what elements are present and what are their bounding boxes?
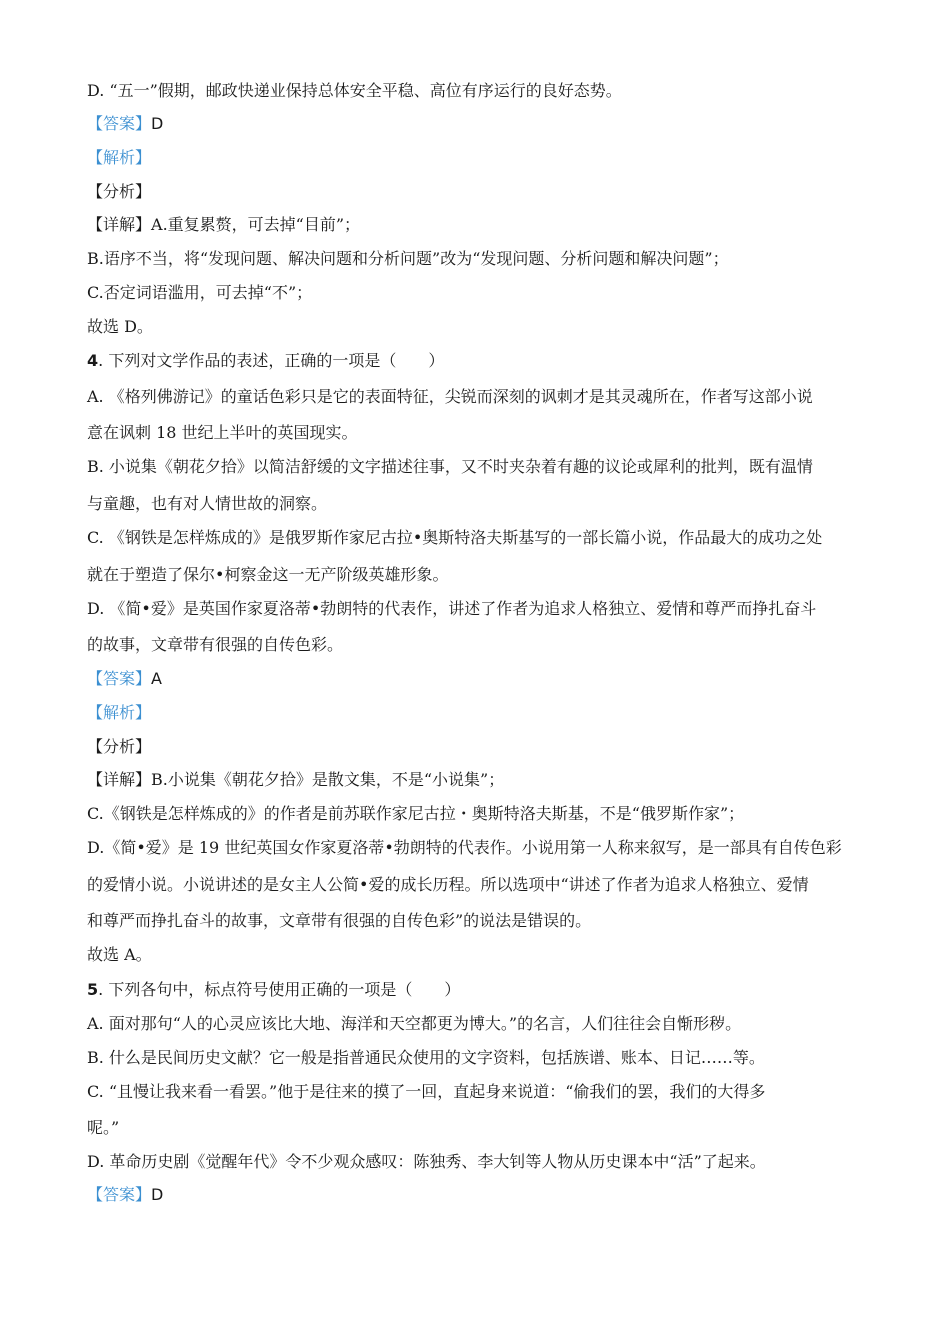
q4-option-d-line2: 的故事，文章带有很强的自传色彩。 [87,635,344,654]
q5-option-c-line2: 呢。” [87,1118,120,1137]
q3-fenxi-tag: 【分析】 [87,182,152,201]
q4-analysis-tag: 【解析】 [87,703,152,722]
q3-option-d: D. “五一”假期，邮政快递业保持总体安全平稳、高位有序运行的良好态势。 [87,81,622,100]
q4-detail-c: C.《钢铁是怎样炼成的》的作者是前苏联作家尼古拉・奥斯特洛夫斯基，不是“俄罗斯作家”； [87,804,745,823]
q4-option-b-line2: 与童趣，也有对人情世故的洞察。 [87,494,328,513]
q4-detail-b [87,769,504,791]
question-text: . 下列对文学作品的表述，正确的一项是（ ） [98,351,445,370]
q4-fenxi-tag: 【分析】 [87,737,152,756]
detail-text: B.小说集《朝花夕拾》是散文集，不是“小说集”； [151,770,505,789]
q3-analysis-tag: 【解析】 [87,148,152,167]
q5-answer [87,1184,163,1206]
q4-conclusion: 故选 A。 [87,945,152,964]
q5-option-a: A. 面对那句“人的心灵应该比大地、海洋和天空都更为博大。”的名言，人们往往会自惭形秽。 [87,1014,742,1033]
question-number: 5 [87,980,99,999]
q4-option-b-line1: B. 小说集《朝花夕拾》以简洁舒缓的文字描述往事，又不时夹杂着有趣的议论或犀利的批判，既有温情 [87,457,813,476]
q4-detail-d-line3: 和尊严而挣扎奋斗的故事，文章带有很强的自传色彩”的说法是错误的。 [87,911,592,930]
question-text: . 下列各句中，标点符号使用正确的一项是（ ） [98,980,461,999]
q4-option-a-line1: A. 《格列佛游记》的童话色彩只是它的表面特征，尖锐而深刻的讽刺才是其灵魂所在，作者写这部小说 [87,387,813,406]
q3-detail-a [87,214,360,236]
q4-option-c-line2: 就在于塑造了保尔•柯察金这一无产阶级英雄形象。 [87,565,449,584]
q4-stem [87,350,444,372]
q5-option-c-line1: C. “且慢让我来看一看罢。”他于是往来的摸了一回，直起身来说道：“偷我们的罢，我们的大得多 [87,1082,766,1101]
q4-option-c-line1: C. 《钢铁是怎样炼成的》是俄罗斯作家尼古拉•奥斯特洛夫斯基写的一部长篇小说，作品最大的成功之处 [87,528,823,547]
q5-option-d: D. 革命历史剧《觉醒年代》令不少观众感叹：陈独秀、李大钊等人物从历史课本中“活”了起来。 [87,1152,766,1171]
q5-option-b: B. 什么是民间历史文献？它一般是指普通民众使用的文字资料，包括族谱、账本、日记……等。 [87,1048,765,1067]
q3-answer [87,113,163,135]
q4-detail-d-line1: D.《简•爱》是 19 世纪英国女作家夏洛蒂•勃朗特的代表作。小说用第一人称来叙写，是一部具有自传色彩 [87,838,842,857]
q4-option-a-line2: 意在讽刺 18 世纪上半叶的英国现实。 [87,423,358,442]
q4-detail-d-line2: 的爱情小说。小说讲述的是女主人公简•爱的成长历程。所以选项中“讲述了作者为追求人格独立、爱情 [87,875,809,894]
q3-detail-b: B.语序不当，将“发现问题、解决问题和分析问题”改为“发现问题、分析问题和解决问题”； [87,249,729,268]
question-number: 4 [87,351,99,370]
answer-tag: 【答案】 [87,1185,152,1204]
answer-tag: 【答案】 [87,669,152,688]
answer-value: D [151,1185,164,1204]
q4-option-d-line1: D. 《简•爱》是英国作家夏洛蒂•勃朗特的代表作，讲述了作者为追求人格独立、爱情和尊严而挣扎奋斗 [87,599,817,618]
detail-tag: 【详解】 [87,215,152,234]
answer-value: A [151,669,162,688]
q3-conclusion: 故选 D。 [87,317,153,336]
answer-value: D [151,114,164,133]
answer-tag: 【答案】 [87,114,152,133]
q4-answer [87,668,162,690]
detail-text: A.重复累赘，可去掉“目前”； [151,215,361,234]
q3-detail-c: C.否定词语滥用，可去掉“不”； [87,283,313,302]
q5-stem [87,979,460,1001]
detail-tag: 【详解】 [87,770,152,789]
